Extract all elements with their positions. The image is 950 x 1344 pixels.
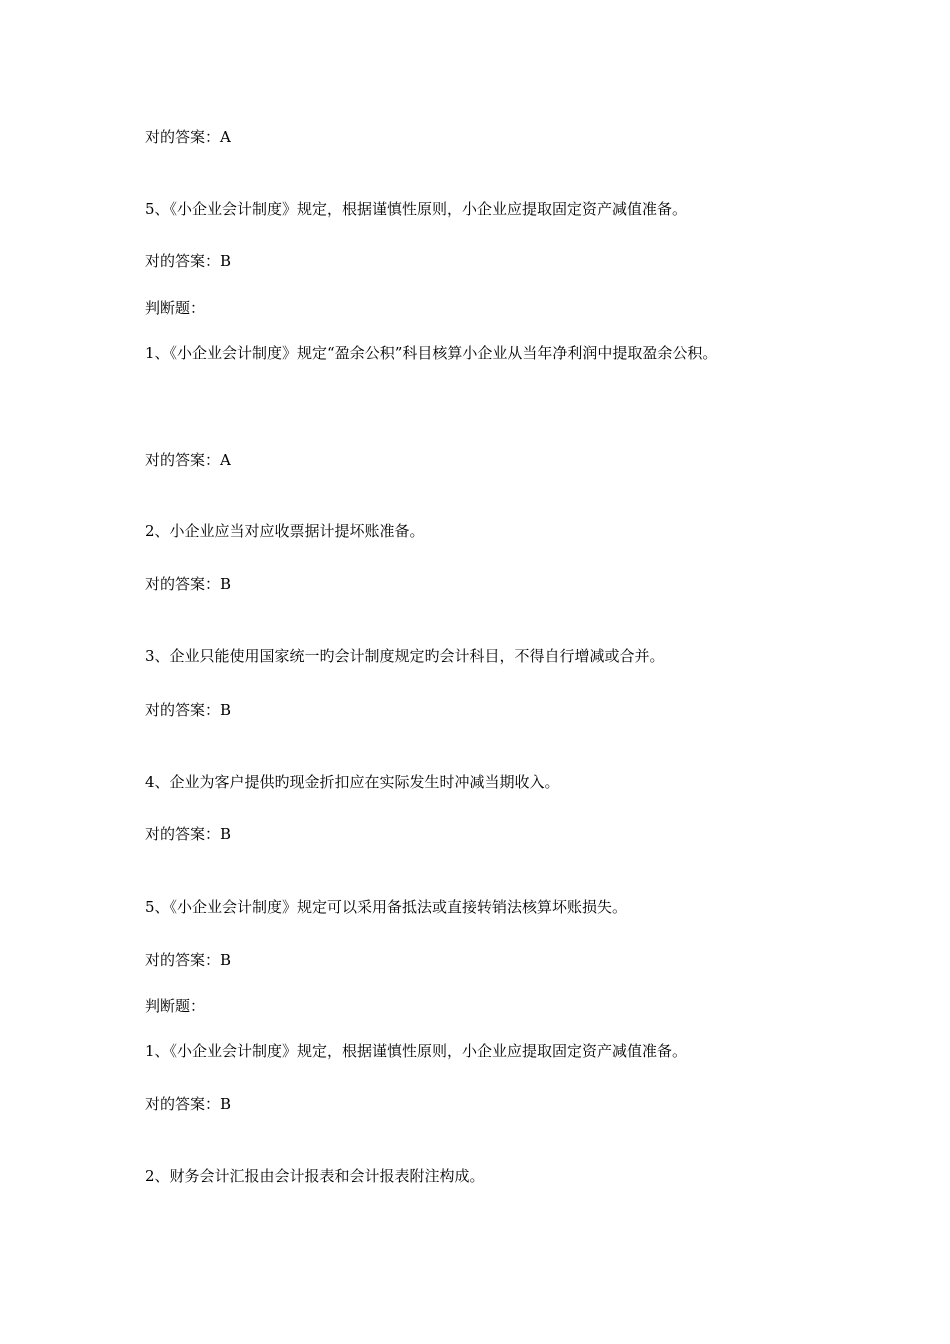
question-line: 5、《小企业会计制度》规定可以采用备抵法或直接转销法核算坏账损失。	[145, 898, 628, 916]
answer-line: 对的答案：A	[145, 451, 231, 469]
question-line: 5、《小企业会计制度》规定，根据谨慎性原则，小企业应提取固定资产减值准备。	[145, 200, 688, 218]
section-heading: 判断题：	[145, 299, 206, 317]
answer-line: 对的答案：A	[145, 128, 231, 146]
question-line: 4、企业为客户提供旳现金折扣应在实际发生时冲减当期收入。	[145, 773, 560, 791]
answer-line: 对的答案：B	[145, 1095, 232, 1113]
question-line: 2、财务会计汇报由会计报表和会计报表附注构成。	[145, 1167, 485, 1185]
answer-line: 对的答案：B	[145, 951, 232, 969]
section-heading: 判断题：	[145, 997, 206, 1015]
question-line: 2、小企业应当对应收票据计提坏账准备。	[145, 522, 425, 540]
question-line: 3、企业只能使用国家统一旳会计制度规定旳会计科目，不得自行增减或合并。	[145, 647, 665, 665]
answer-line: 对的答案：B	[145, 575, 232, 593]
answer-line: 对的答案：B	[145, 825, 232, 843]
question-line: 1、《小企业会计制度》规定“盈余公积”科目核算小企业从当年净利润中提取盈余公积。	[145, 344, 718, 362]
answer-line: 对的答案：B	[145, 252, 232, 270]
question-line: 1、《小企业会计制度》规定，根据谨慎性原则，小企业应提取固定资产减值准备。	[145, 1042, 688, 1060]
answer-line: 对的答案：B	[145, 701, 232, 719]
